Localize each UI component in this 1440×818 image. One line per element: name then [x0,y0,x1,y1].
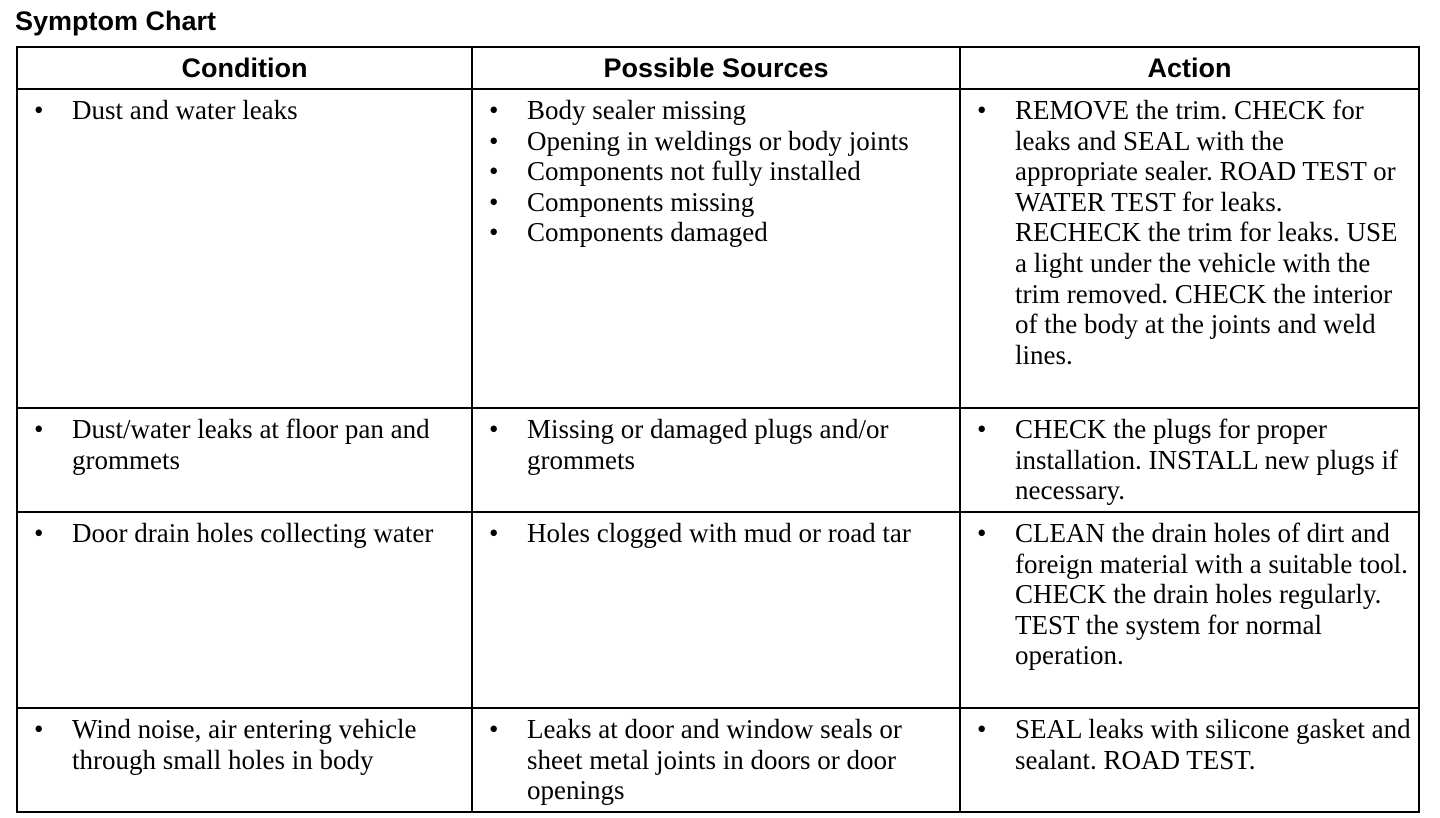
list-item: • Components missing [479,187,953,218]
list-item: • Body sealer missing [479,95,953,126]
list-item: • Holes clogged with mud or road tar [479,518,953,549]
list-item: • SEAL leaks with silicone gasket and sealant. ROAD TEST. [967,714,1412,775]
action-cell [960,408,1419,512]
list-item: • Dust/water leaks at floor pan and grommets [24,414,465,475]
table-row [17,708,1419,812]
list-item: • Missing or damaged plugs and/or grommets [479,414,953,475]
table-row [17,89,1419,408]
table-row [17,408,1419,512]
list-item: • CLEAN the drain holes of dirt and foreign material with a suitable tool. CHECK the drain holes regularly. TEST the system for normal operation. [967,518,1412,671]
header-row [17,47,1419,89]
list-item: • Dust and water leaks [24,95,465,126]
symptom-table [16,46,1420,813]
sources-cell [472,408,960,512]
header-condition: Condition [17,47,472,89]
condition-cell [17,408,472,512]
sources-cell [472,512,960,708]
chart-title: Symptom Chart [15,6,217,36]
list-item: • CHECK the plugs for proper installation. INSTALL new plugs if necessary. [967,414,1412,506]
list-item: • Wind noise, air entering vehicle through small holes in body [24,714,465,775]
list-item: • Leaks at door and window seals or sheet metal joints in doors or door openings [479,714,953,806]
action-cell [960,708,1419,812]
header-action: Action [960,47,1419,89]
list-item: • Components damaged [479,217,953,248]
sources-cell [472,89,960,408]
action-cell [960,512,1419,708]
header-possible-sources: Possible Sources [472,47,960,89]
condition-cell [17,89,472,408]
condition-cell [17,512,472,708]
sources-cell [472,708,960,812]
list-item: • Door drain holes collecting water [24,518,465,549]
condition-cell [17,708,472,812]
table-row [17,512,1419,708]
action-cell [960,89,1419,408]
list-item: • Components not fully installed [479,156,953,187]
list-item: • Opening in weldings or body joints [479,126,953,157]
list-item: • REMOVE the trim. CHECK for leaks and SEAL with the appropriate sealer. ROAD TEST or WATER TEST for leaks. RECHECK the trim for leaks. USE a light under the vehicle with the trim removed. CHECK the interior of the body at the joints and weld lines. [967,95,1412,370]
